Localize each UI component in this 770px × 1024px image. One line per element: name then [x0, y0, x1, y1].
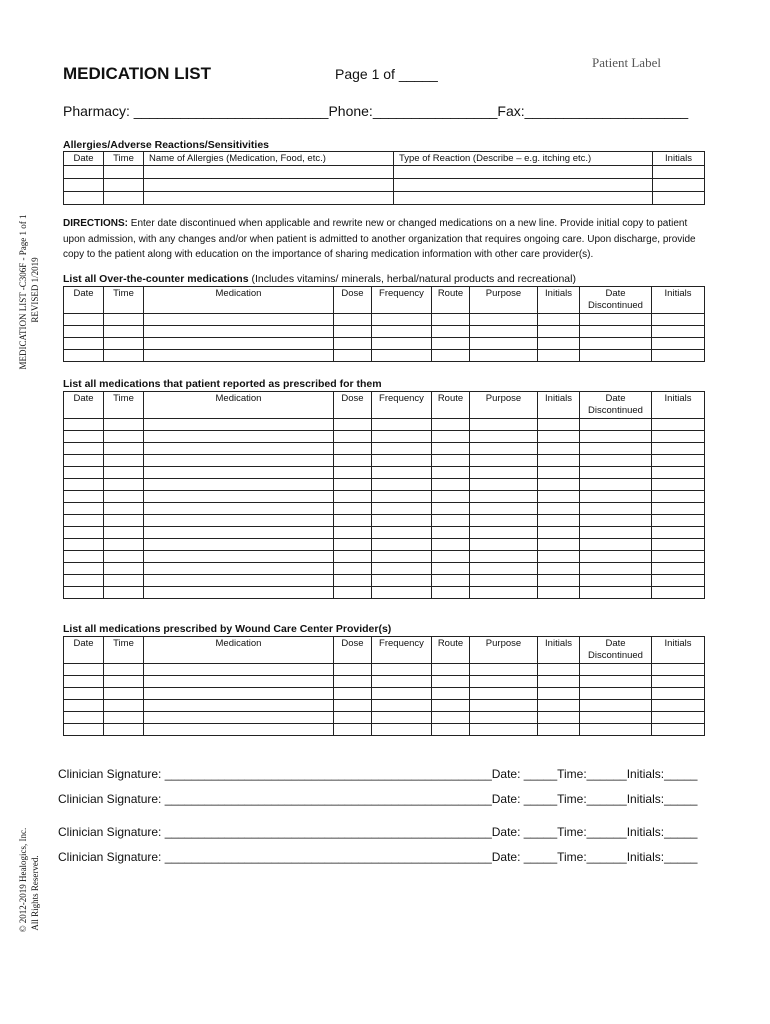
table-row[interactable]	[64, 676, 705, 688]
otc-note: (Includes vitamins/ minerals, herbal/natural products and recreational)	[248, 273, 576, 285]
allergies-table	[63, 151, 705, 205]
col-time: Time	[104, 637, 144, 664]
table-row[interactable]	[64, 455, 705, 467]
otc-table	[63, 286, 705, 362]
table-row[interactable]	[64, 338, 705, 350]
table-row[interactable]	[64, 326, 705, 338]
table-row[interactable]	[64, 724, 705, 736]
table-row[interactable]	[64, 491, 705, 503]
rights-vertical: All Rights Reserved.	[30, 855, 40, 931]
otc-section-title	[63, 273, 576, 285]
table-row[interactable]	[64, 467, 705, 479]
col-frequency: Frequency	[372, 637, 432, 664]
col-route: Route	[432, 392, 470, 419]
col-purpose: Purpose	[470, 392, 538, 419]
allergies-col-initials: Initials	[653, 152, 705, 166]
page-title: MEDICATION LIST	[63, 64, 211, 83]
table-row[interactable]	[64, 443, 705, 455]
allergies-col-time: Time	[104, 152, 144, 166]
col-medication: Medication	[144, 287, 334, 314]
col-time: Time	[104, 287, 144, 314]
allergies-col-date: Date	[64, 152, 104, 166]
clinician-signature-line-1[interactable]: Clinician Signature: _________________________________________________Date: _____Time:______Initials:_____	[58, 767, 698, 781]
col-dose: Dose	[334, 287, 372, 314]
copyright-vertical: © 2012-2019 Healogics, Inc.	[18, 827, 28, 933]
allergies-col-name: Name of Allergies (Medication, Food, etc.)	[144, 152, 394, 166]
table-row[interactable]	[64, 712, 705, 724]
col-date: Date	[64, 637, 104, 664]
directions-text	[63, 216, 703, 263]
table-row[interactable]	[64, 179, 705, 192]
col-medication: Medication	[144, 637, 334, 664]
col-initials: Initials	[538, 637, 580, 664]
patient-label-area: Patient Label	[592, 55, 661, 70]
clinician-signature-line-2[interactable]: Clinician Signature: _________________________________________________Date: _____Time:______Initials:_____	[58, 792, 698, 806]
table-row[interactable]	[64, 688, 705, 700]
table-row[interactable]	[64, 166, 705, 179]
clinician-signature-line-4[interactable]: Clinician Signature: _________________________________________________Date: _____Time:______Initials:_____	[58, 850, 698, 864]
col-date-discontinued: Date Discontinued	[580, 637, 652, 664]
col-date-discontinued: Date Discontinued	[580, 287, 652, 314]
col-frequency: Frequency	[372, 287, 432, 314]
table-row[interactable]	[64, 527, 705, 539]
col-initials: Initials	[538, 392, 580, 419]
col-frequency: Frequency	[372, 392, 432, 419]
clinician-signature-line-3[interactable]: Clinician Signature: _________________________________________________Date: _____Time:______Initials:_____	[58, 825, 698, 839]
table-row[interactable]	[64, 587, 705, 599]
form-id-vertical: MEDICATION LIST -C306F - Page 1 of 1	[18, 214, 28, 370]
table-row[interactable]	[64, 664, 705, 676]
table-row[interactable]	[64, 563, 705, 575]
col-date: Date	[64, 392, 104, 419]
allergies-section-title: Allergies/Adverse Reactions/Sensitivities	[63, 139, 270, 151]
directions-label: DIRECTIONS:	[63, 218, 128, 229]
otc-title: List all Over-the-counter medications	[63, 273, 249, 285]
table-row[interactable]	[64, 479, 705, 491]
table-row[interactable]	[64, 539, 705, 551]
table-row[interactable]	[64, 515, 705, 527]
col-time: Time	[104, 392, 144, 419]
table-row[interactable]	[64, 503, 705, 515]
col-initials: Initials	[538, 287, 580, 314]
col-medication: Medication	[144, 392, 334, 419]
col-date-discontinued: Date Discontinued	[580, 392, 652, 419]
table-row[interactable]	[64, 431, 705, 443]
col-purpose: Purpose	[470, 287, 538, 314]
col-route: Route	[432, 287, 470, 314]
reported-section-title: List all medications that patient reported as prescribed for them	[63, 378, 382, 390]
reported-table	[63, 391, 705, 599]
table-row[interactable]	[64, 192, 705, 205]
col-initials-2: Initials	[652, 287, 705, 314]
revised-vertical: REVISED 1/2019	[30, 257, 40, 323]
col-initials-2: Initials	[652, 392, 705, 419]
col-initials-2: Initials	[652, 637, 705, 664]
col-dose: Dose	[334, 637, 372, 664]
table-row[interactable]	[64, 575, 705, 587]
col-date: Date	[64, 287, 104, 314]
col-purpose: Purpose	[470, 637, 538, 664]
wound-section-title: List all medications prescribed by Wound Care Center Provider(s)	[63, 623, 392, 635]
col-route: Route	[432, 637, 470, 664]
table-row[interactable]	[64, 700, 705, 712]
wound-table	[63, 636, 705, 736]
table-row[interactable]	[64, 314, 705, 326]
table-row[interactable]	[64, 419, 705, 431]
table-row[interactable]	[64, 551, 705, 563]
pharmacy-phone-fax-line: Pharmacy: _________________________Phone:________________Fax:_____________________	[63, 103, 689, 119]
page-number-field: Page 1 of _____	[335, 66, 438, 82]
table-row[interactable]	[64, 350, 705, 362]
allergies-col-reaction: Type of Reaction (Describe – e.g. itching etc.)	[394, 152, 653, 166]
directions-body: Enter date discontinued when applicable and rewrite new or changed medications on a new line. Provide initial copy to patient upon admission, with any changes and/or when patient is admitted to another organization that requires ongoing care. Upon discharge, provide copy to the patient along with education on the importance of sharing medication information with other care provider(s).	[63, 218, 696, 260]
col-dose: Dose	[334, 392, 372, 419]
